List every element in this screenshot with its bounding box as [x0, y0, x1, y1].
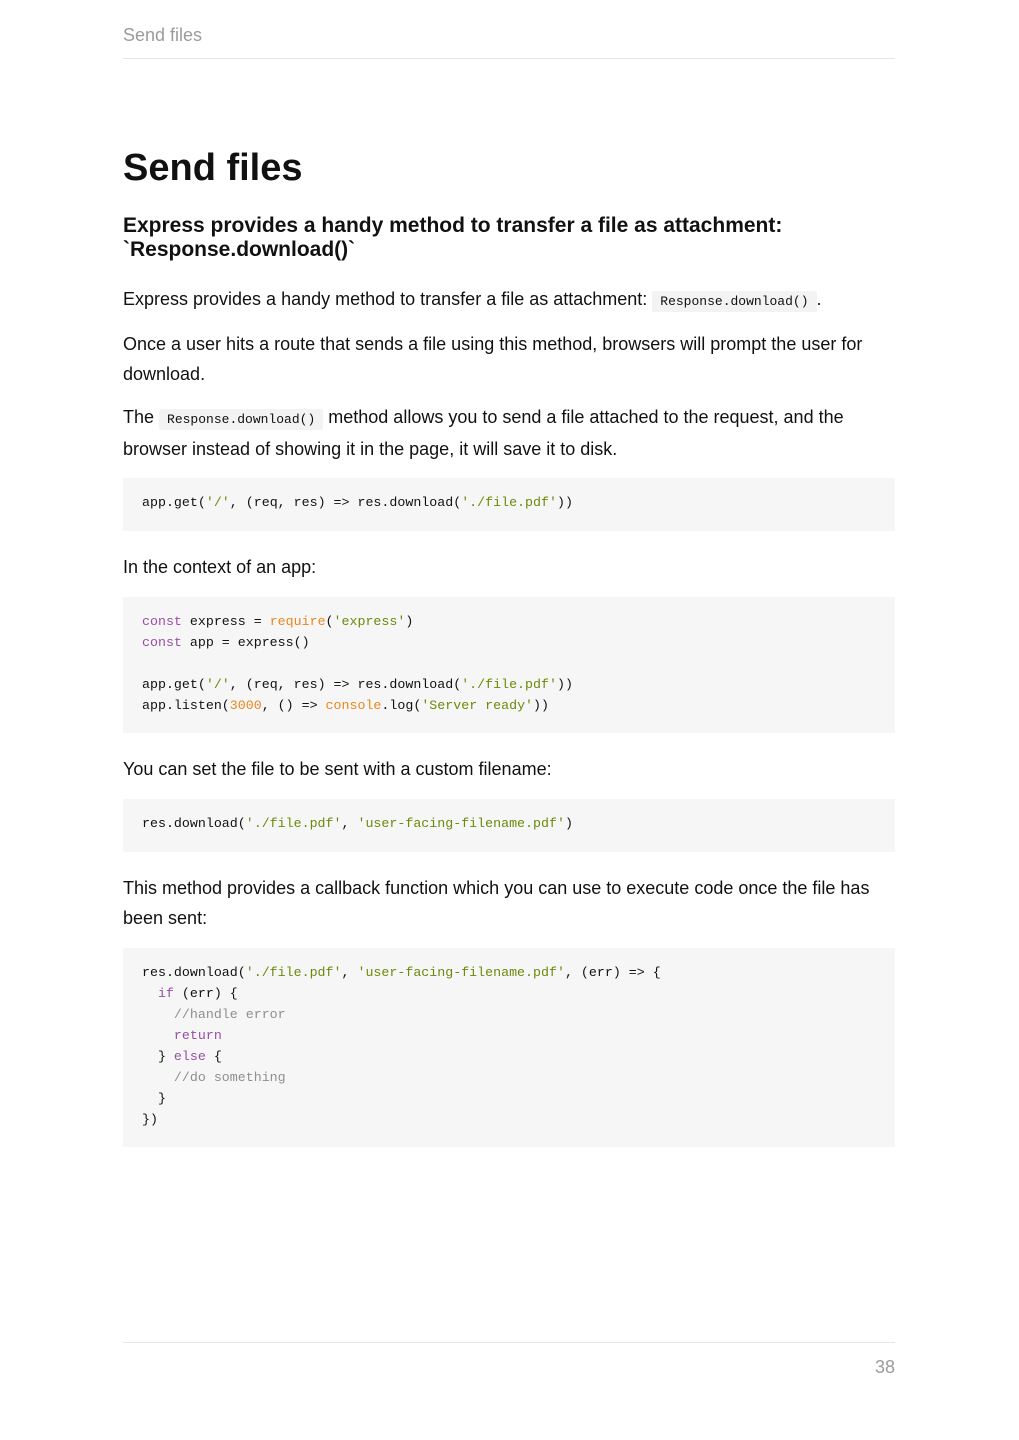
page-title: Send files [123, 147, 303, 189]
paragraph-method-end: method allows you to send a file attached to the request, and the browser instead of showing it in the page, it will save it to disk. [123, 407, 844, 459]
footer-divider [123, 1342, 895, 1343]
code-block-custom-filename: res.download('./file.pdf', 'user-facing-filename.pdf') [123, 799, 895, 852]
code-block-download-route: app.get('/', (req, res) => res.download('./file.pdf')) [123, 478, 895, 531]
page-number: 38 [874, 1357, 895, 1377]
code-block-callback: res.download('./file.pdf', 'user-facing-filename.pdf', (err) => { if (err) { //handle error return } else { //do something } }) [123, 948, 895, 1147]
inline-code: Response.download() [652, 291, 816, 312]
section-subtitle: Express provides a handy method to transfer a file as attachment: `Response.download()` [123, 214, 783, 261]
paragraph-callback: This method provides a callback function which you can use to execute code once the file has been sent: [123, 878, 870, 928]
paragraph-custom-filename: You can set the file to be sent with a custom filename: [123, 759, 552, 779]
paragraph-intro-end: . [816, 289, 822, 309]
inline-code: Response.download() [159, 409, 323, 430]
paragraph-prompt: Once a user hits a route that sends a file using this method, browsers will prompt the user for download. [123, 334, 863, 384]
paragraph-intro [123, 285, 895, 317]
paragraph-method-start: The [123, 407, 160, 427]
running-header: Send files [123, 24, 895, 59]
paragraph-app-context: In the context of an app: [123, 557, 317, 577]
paragraph-intro-text: Express provides a handy method to transfer a file as attachment: [123, 289, 653, 309]
paragraph-method [123, 403, 895, 464]
code-block-app: const express = require('express') const app = express() app.get('/', (req, res) => res.download('./file.pdf')) app.listen(3000, () => console.log('Server ready')) [123, 597, 895, 733]
